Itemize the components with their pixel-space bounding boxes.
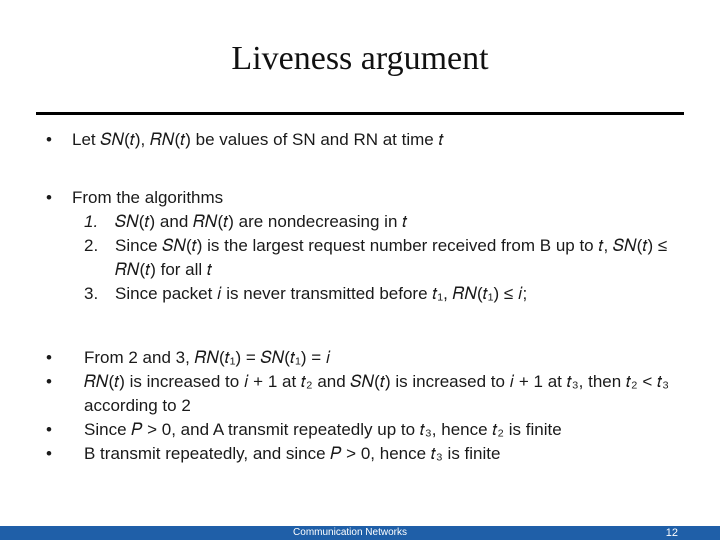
bullet-dot: • — [46, 372, 52, 391]
bullet-text: From the algorithms — [72, 188, 224, 207]
numbered-item — [38, 234, 678, 282]
bullet-dot: • — [46, 420, 52, 439]
bullet-text: Let 𝑆𝑁(𝑡), 𝑅𝑁(𝑡) be values of SN and RN at time 𝑡 — [72, 130, 444, 149]
slide-title: Liveness argument — [231, 40, 489, 77]
title-divider — [36, 112, 684, 115]
numbered-item — [38, 210, 678, 234]
bullet-item — [38, 442, 678, 466]
bullet-text: From 2 and 3, 𝑅𝑁(𝑡₁) = 𝑆𝑁(𝑡₁) = 𝑖 — [84, 348, 331, 367]
bullet-dot: • — [46, 444, 52, 463]
item-number: 2. — [84, 236, 99, 255]
bullet-dot: • — [46, 348, 52, 367]
item-text: Since 𝑆𝑁(𝑡) is the largest request number received from B up to 𝑡, 𝑆𝑁(𝑡) ≤ 𝑅𝑁(𝑡) for all 𝑡 — [115, 236, 668, 279]
bullet-dot: • — [46, 130, 52, 149]
bullet-item — [38, 418, 678, 442]
bullet-item — [38, 370, 678, 418]
footer-bar — [0, 526, 720, 540]
slide-body — [38, 128, 678, 466]
footer-label: Communication Networks — [293, 527, 407, 538]
bullet-dot: • — [46, 188, 52, 207]
bullet-text: 𝑅𝑁(𝑡) is increased to 𝑖 + 1 at 𝑡₂ and 𝑆𝑁(𝑡) is increased to 𝑖 + 1 at 𝑡₃, then 𝑡₂ < 𝑡₃ according to 2 — [84, 372, 670, 415]
bullet-text: Since 𝑃 > 0, and A transmit repeatedly up to 𝑡₃, hence 𝑡₂ is finite — [84, 420, 562, 439]
bullet-item — [38, 128, 678, 152]
bullet-text: B transmit repeatedly, and since 𝑃 > 0, hence 𝑡₃ is finite — [84, 444, 501, 463]
page-number: 12 — [665, 527, 678, 539]
item-text: 𝑆𝑁(𝑡) and 𝑅𝑁(𝑡) are nondecreasing in 𝑡 — [115, 212, 408, 231]
bullet-item — [38, 186, 678, 210]
numbered-item — [38, 282, 678, 306]
item-number: 3. — [84, 284, 99, 303]
item-text: Since packet 𝑖 is never transmitted before 𝑡₁, 𝑅𝑁(𝑡₁) ≤ 𝑖; — [115, 284, 528, 303]
item-number: 1. — [84, 212, 99, 231]
bullet-item — [38, 346, 678, 370]
